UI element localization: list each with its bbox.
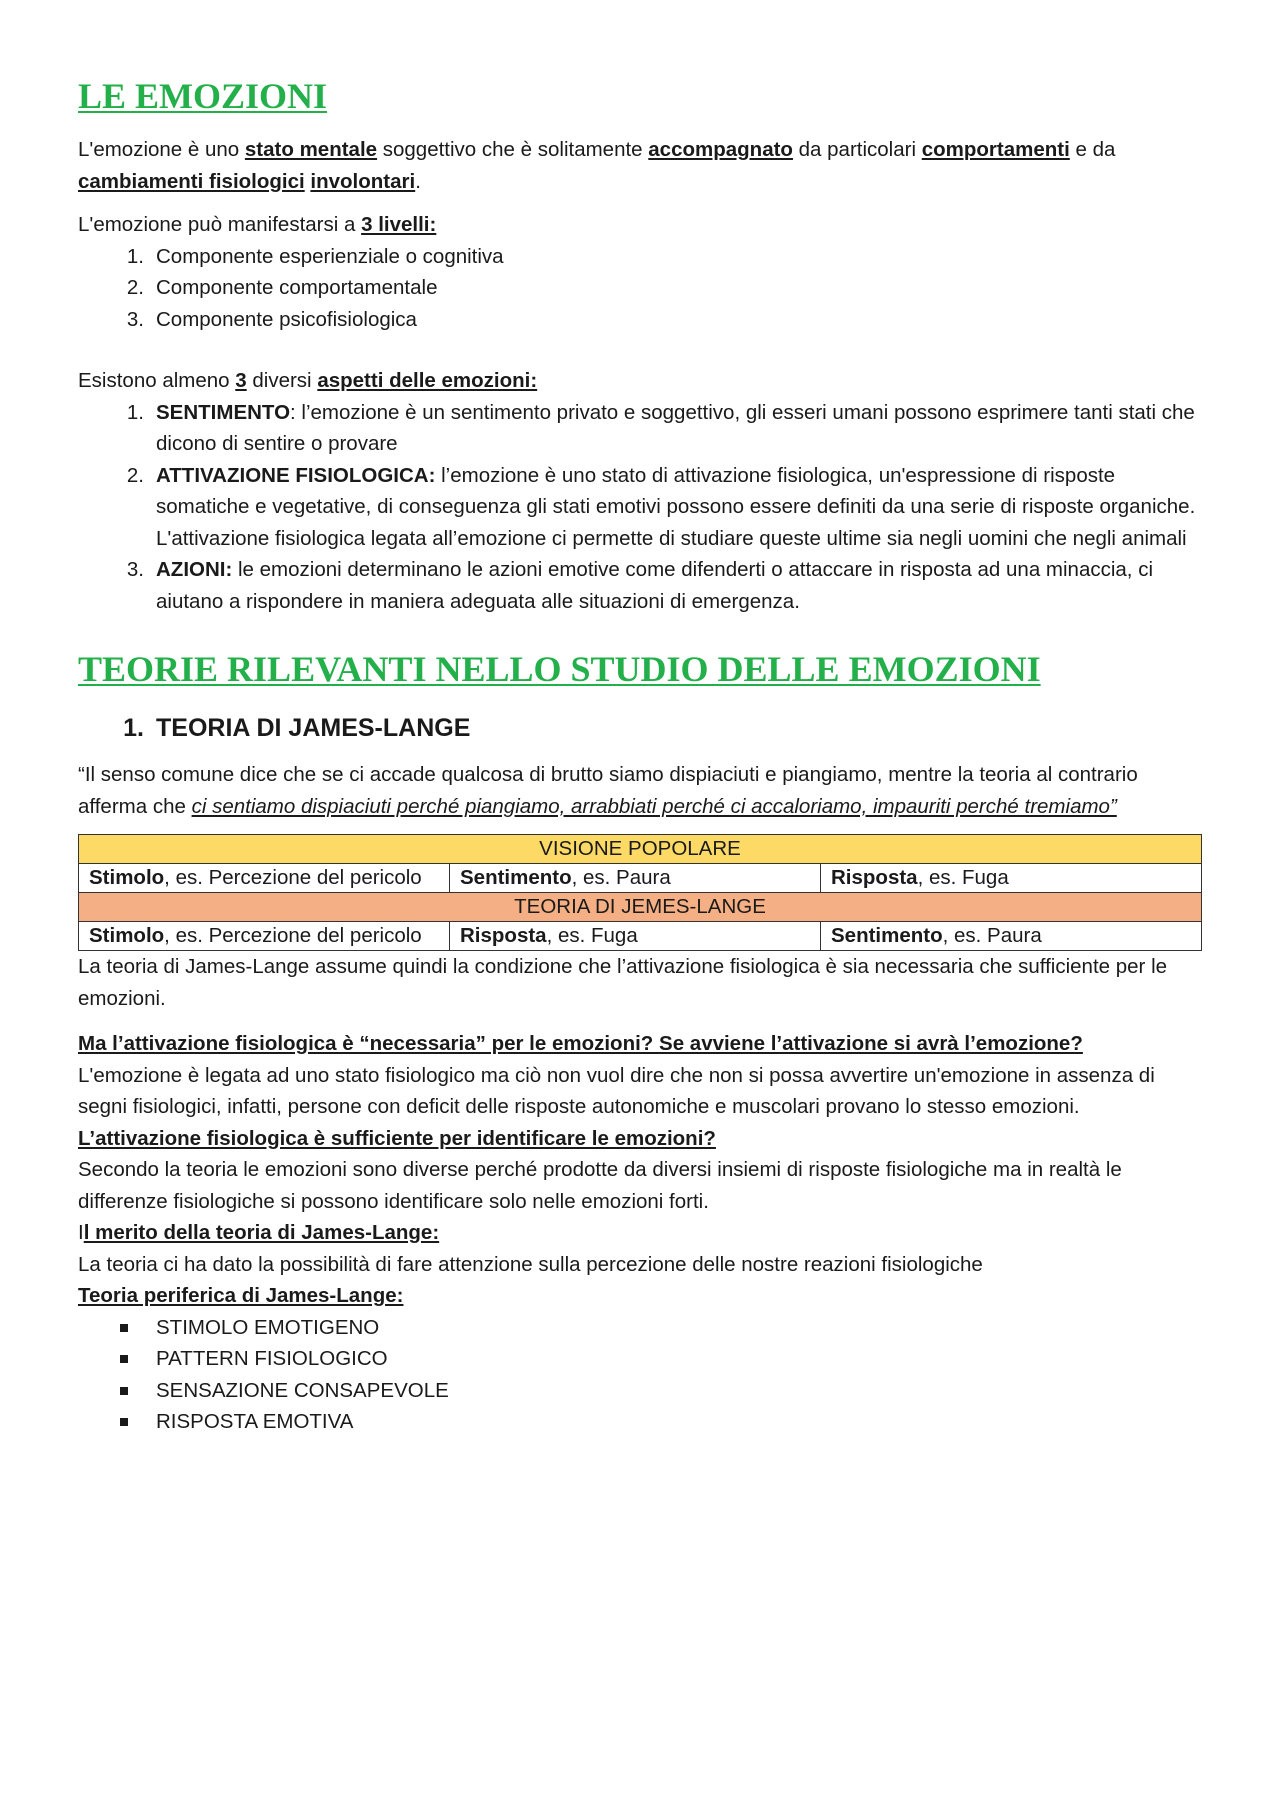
table-row	[79, 835, 1202, 864]
bullet-icon	[78, 1312, 156, 1344]
list-item: 3. Componente psicofisiologica	[126, 307, 417, 331]
aspects-intro: Esistono almeno 3 diversi aspetti delle emozioni:	[78, 369, 538, 392]
table-cell: Sentimento, es. Paura	[450, 864, 821, 893]
list-item: 1. Componente esperienziale o cognitiva	[126, 244, 504, 268]
list-item: STIMOLO EMOTIGENO	[78, 1312, 1202, 1344]
bullet-icon	[78, 1375, 156, 1407]
table-cell: Stimolo, es. Percezione del pericolo	[79, 864, 450, 893]
table-header-teoria: TEORIA DI JEMES-LANGE	[79, 893, 1202, 922]
after-table-paragraph: La teoria di James-Lange assume quindi la condizione che l’attivazione fisiologica è sia necessaria che sufficiente per le emozioni.	[78, 955, 1168, 1010]
list-item: PATTERN FISIOLOGICO	[78, 1343, 1202, 1375]
table-cell: Sentimento, es. Paura	[821, 922, 1202, 951]
list-item: RISPOSTA EMOTIVA	[78, 1406, 1202, 1438]
list-item: 2. ATTIVAZIONE FISIOLOGICA: l’emozione è uno stato di attivazione fisiologica, un'espressione di risposte somatiche e vegetative, di conseguenza gli stati emotivi possono essere definiti da una serie di risposte organiche. L'attivazione fisiologica legata all’emozione ci permette di studiare queste ultime sia negli uomini che negli animali	[126, 463, 1196, 550]
table-row	[79, 922, 1202, 951]
list-item: SENSAZIONE CONSAPEVOLE	[78, 1375, 1202, 1407]
heading-teorie: TEORIE RILEVANTI NELLO STUDIO DELLE EMOZIONI	[78, 649, 1041, 689]
levels-intro: L'emozione può manifestarsi a 3 livelli:	[78, 213, 437, 236]
bullet-icon	[78, 1343, 156, 1375]
heading-le-emozioni: LE EMOZIONI	[78, 76, 328, 116]
answer-sufficiente: Secondo la teoria le emozioni sono diverse perché prodotte da diversi insiemi di risposte fisiologiche ma in realtà le differenze fisiologiche si possono identificare solo nelle emozioni forti.	[78, 1158, 1122, 1213]
merit-heading: Il merito della teoria di James-Lange:	[78, 1221, 440, 1244]
comparison-table	[78, 834, 1202, 951]
intro-paragraph: L'emozione è uno stato mentale soggettivo che è solitamente accompagnato da particolari comportamenti e da cambiamenti fisiologici involontari.	[78, 138, 1116, 193]
question-necessaria: Ma l’attivazione fisiologica è “necessaria” per le emozioni? Se avviene l’attivazione si avrà l’emozione?	[78, 1032, 1083, 1055]
table-row	[79, 864, 1202, 893]
table-cell: Risposta, es. Fuga	[821, 864, 1202, 893]
list-item: 2. Componente comportamentale	[126, 276, 438, 299]
table-row	[79, 893, 1202, 922]
bullet-icon	[78, 1406, 156, 1438]
list-item: 1. SENTIMENTO: l’emozione è un sentimento privato e soggettivo, gli esseri umani possono esprimere tanti stati che dicono di sentire o provare	[126, 400, 1195, 455]
merit-text: La teoria ci ha dato la possibilità di fare attenzione sulla percezione delle nostre reazioni fisiologiche	[78, 1252, 983, 1276]
table-cell: Risposta, es. Fuga	[450, 922, 821, 951]
question-sufficiente: L’attivazione fisiologica è sufficiente per identificare le emozioni?	[78, 1126, 716, 1150]
table-header-visione-popolare: VISIONE POPOLARE	[79, 835, 1202, 864]
quote-paragraph: “Il senso comune dice che se ci accade qualcosa di brutto siamo dispiaciuti e piangiamo, mentre la teoria al contrario afferma che ci sentiamo dispiaciuti perché piangiamo, arrabbiati perché ci accaloriamo, impauriti perché tremiamo”	[78, 763, 1138, 818]
table-cell: Stimolo, es. Percezione del pericolo	[79, 922, 450, 951]
list-item: 3. AZIONI: le emozioni determinano le azioni emotive come difenderti o attaccare in risposta ad una minaccia, ci aiutano a rispondere in maniera adeguata alle situazioni di emergenza.	[126, 558, 1153, 613]
periph-list	[78, 1312, 1202, 1438]
subheading-james-lange: 1. TEORIA DI JAMES-LANGE	[123, 714, 471, 742]
answer-necessaria: L'emozione è legata ad uno stato fisiologico ma ciò non vuol dire che non si possa avvertire un'emozione in assenza di segni fisiologici, infatti, persone con deficit delle risposte autonomiche e muscolari provano lo stesso emozioni.	[78, 1063, 1155, 1118]
aspects-list	[78, 397, 1202, 618]
levels-list	[78, 241, 1202, 336]
periph-heading: Teoria periferica di James-Lange:	[78, 1284, 404, 1307]
